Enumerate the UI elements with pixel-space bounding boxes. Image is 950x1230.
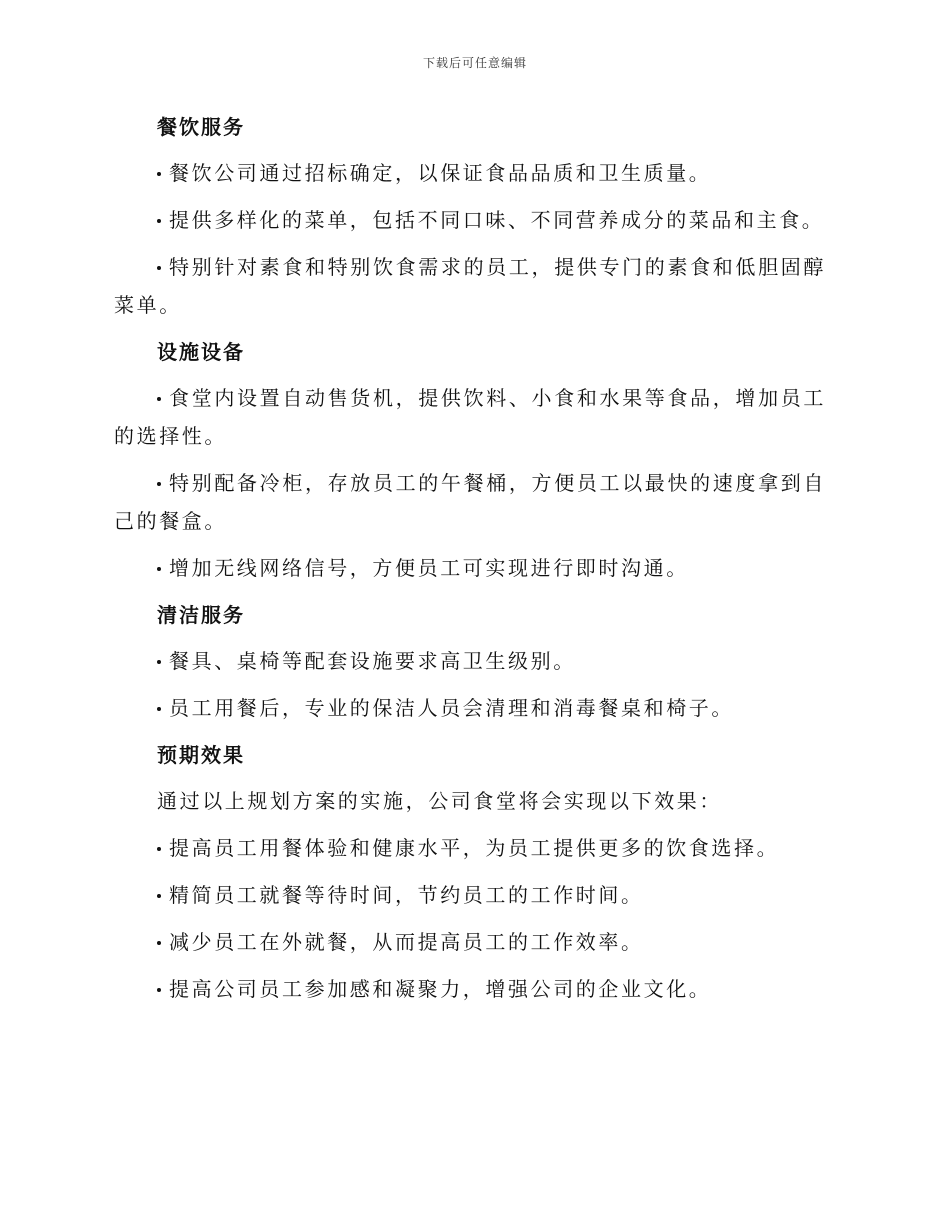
intro-text: 通过以上规划方案的实施，公司食堂将会实现以下效果：: [157, 789, 722, 813]
bullet-text: 特别配备冷柜，存放员工的午餐桶，方便员工以最快的速度拿到自己的餐盒。: [114, 471, 826, 533]
bullet-item: [114, 379, 826, 455]
bullet-text: 提高公司员工参加感和凝聚力，增强公司的企业文化。: [169, 977, 712, 1001]
bullet-text: 增加无线网络信号，方便员工可实现进行即时沟通。: [169, 556, 689, 580]
bullet-text: 食堂内设置自动售货机，提供饮料、小食和水果等食品，增加员工的选择性。: [114, 386, 826, 448]
bullet-icon: [157, 219, 161, 223]
bullet-item: [114, 876, 826, 914]
bullet-item: [114, 201, 826, 239]
section-heading: 设施设备: [157, 340, 245, 364]
bullet-icon: [157, 172, 161, 176]
bullet-icon: [157, 847, 161, 851]
bullet-item: [114, 154, 826, 192]
bullet-text: 员工用餐后，专业的保洁人员会清理和消毒餐桌和椅子。: [169, 696, 734, 720]
bullet-item: [114, 689, 826, 727]
bullet-text: 提高员工用餐体验和健康水平，为员工提供更多的饮食选择。: [169, 836, 780, 860]
bullet-item: [114, 829, 826, 867]
bullet-text: 精简员工就餐等待时间，节约员工的工作时间。: [169, 883, 644, 907]
bullet-item: [114, 970, 826, 1008]
bullet-text: 提供多样化的菜单，包括不同口味、不同营养成分的菜品和主食。: [169, 208, 825, 232]
intro-paragraph: [114, 782, 826, 820]
bullet-text: 餐具、桌椅等配套设施要求高卫生级别。: [169, 649, 576, 673]
bullet-item: [114, 549, 826, 587]
bullet-item: [114, 248, 826, 324]
section-heading: 餐饮服务: [157, 115, 245, 139]
bullet-icon: [157, 941, 161, 945]
bullet-item: [114, 923, 826, 961]
bullet-icon: [157, 266, 161, 270]
section-heading: 预期效果: [157, 743, 245, 767]
bullet-icon: [157, 707, 161, 711]
bullet-text: 餐饮公司通过招标确定，以保证食品品质和卫生质量。: [169, 161, 712, 185]
bullet-icon: [157, 482, 161, 486]
bullet-icon: [157, 894, 161, 898]
bullet-icon: [157, 988, 161, 992]
bullet-item: [114, 464, 826, 540]
bullet-icon: [157, 660, 161, 664]
section-heading: 清洁服务: [157, 603, 245, 627]
bullet-item: [114, 642, 826, 680]
bullet-icon: [157, 397, 161, 401]
page-header: 下载后可任意编辑: [422, 56, 527, 70]
document-body: [114, 108, 826, 1017]
bullet-icon: [157, 567, 161, 571]
bullet-text: 减少员工在外就餐，从而提高员工的工作效率。: [169, 930, 644, 954]
bullet-text: 特别针对素食和特别饮食需求的员工，提供专门的素食和低胆固醇菜单。: [114, 255, 826, 317]
